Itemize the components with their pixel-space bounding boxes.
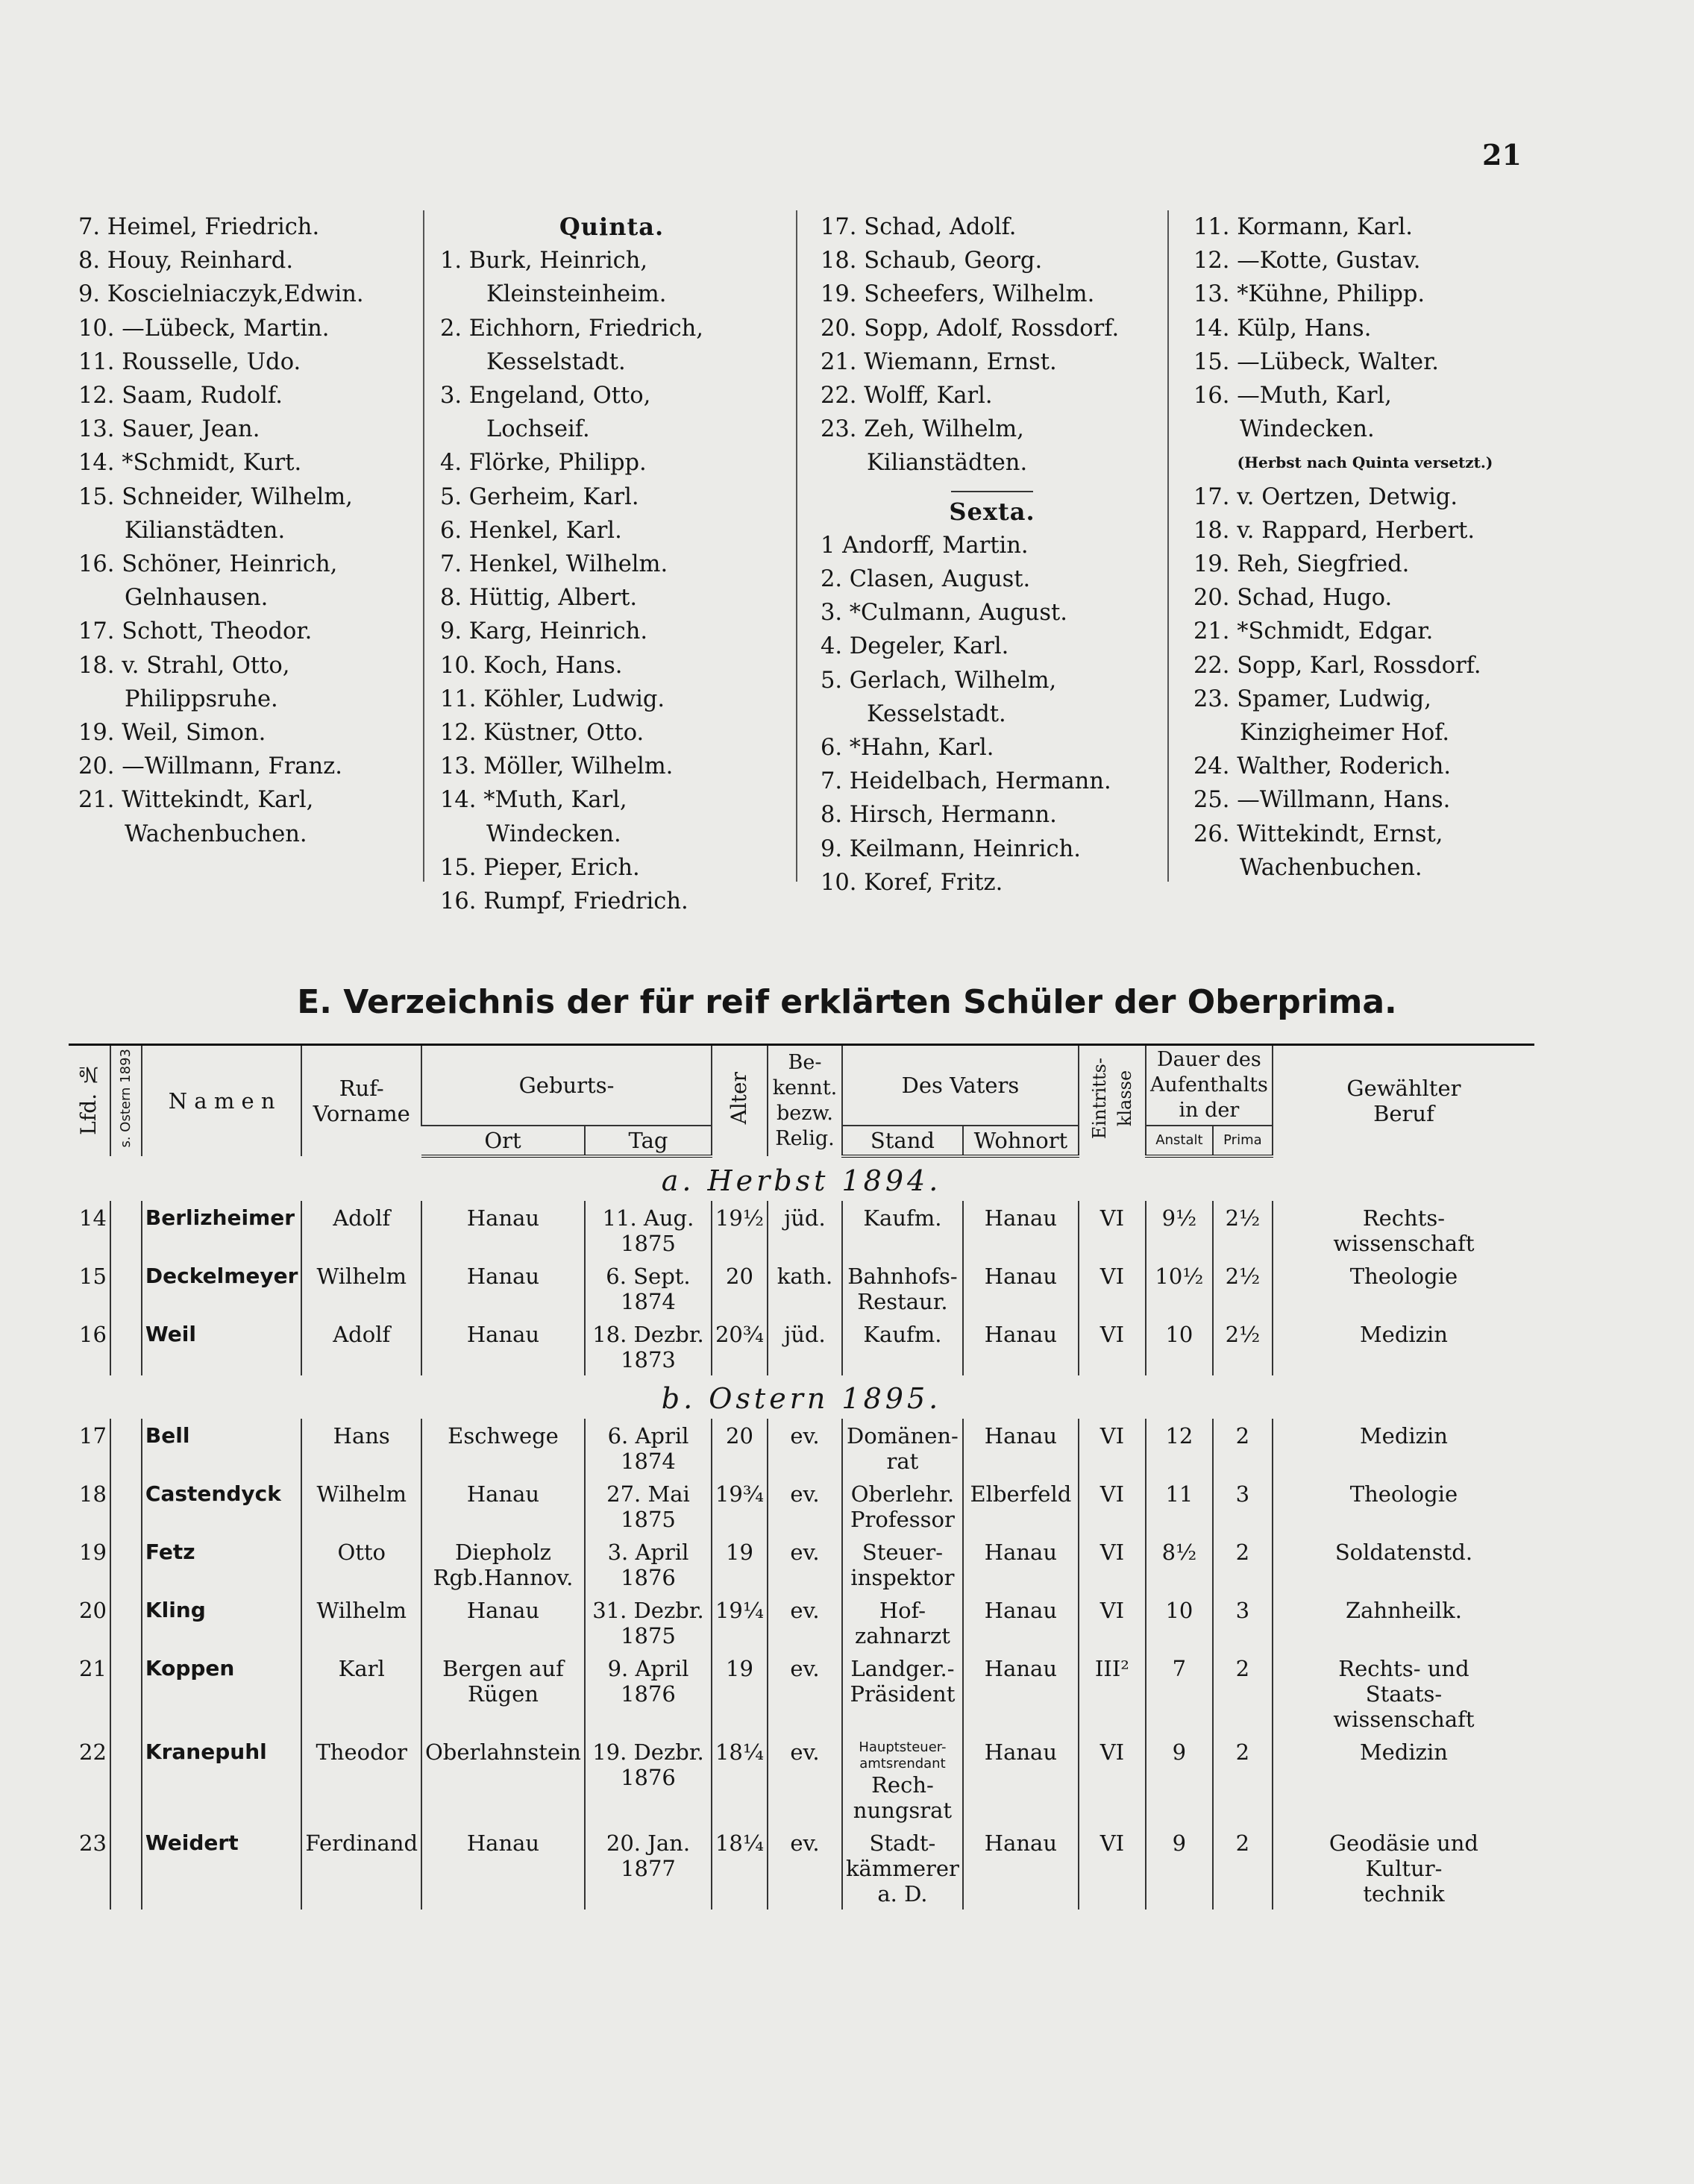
list-note: (Herbst nach Quinta versetzt.)	[1237, 454, 1493, 472]
list-item: 22. Sopp, Karl, Rossdorf.	[1193, 652, 1481, 679]
list-item: 23. Spamer, Ludwig,	[1193, 685, 1431, 712]
list-item: 4. Degeler, Karl.	[821, 633, 1009, 660]
birth-date: 11. Aug. 1875	[585, 1201, 712, 1259]
table-row	[69, 1826, 1534, 1910]
father-occupation	[842, 1593, 963, 1651]
lfd-number: 15	[79, 1264, 107, 1289]
lfd-number: 21	[79, 1656, 107, 1681]
list-item: 13. Sauer, Jean.	[78, 416, 260, 443]
years-in-prima: 2	[1213, 1419, 1273, 1477]
list-item: 14. *Muth, Karl,	[440, 787, 627, 814]
header-alter: Alter	[712, 1045, 768, 1157]
section-e-title: E. Verzeichnis der für reif erklärten Schüler der Oberprima.	[297, 983, 1397, 1021]
age: 20¾	[712, 1317, 768, 1375]
list-item: 19. Scheefers, Wilhelm.	[821, 281, 1095, 308]
header-beruf: Gewählter Beruf	[1273, 1045, 1534, 1157]
religion: ev.	[768, 1477, 842, 1535]
father-residence: Elberfeld	[963, 1477, 1079, 1535]
list-item: 19. Weil, Simon.	[78, 720, 266, 747]
father-occupation	[842, 1477, 963, 1535]
years-in-prima: 3	[1213, 1477, 1273, 1535]
entry-class: VI	[1079, 1593, 1146, 1651]
column-oberprima-continued	[78, 210, 414, 851]
table-row	[69, 1201, 1534, 1259]
birth-place: Hanau	[421, 1826, 585, 1910]
chosen-profession: Soldatenstd.	[1273, 1535, 1534, 1593]
table-row	[69, 1535, 1534, 1593]
student-firstname: Adolf	[301, 1201, 421, 1259]
years-at-school: 10½	[1146, 1259, 1213, 1317]
list-item: 23. Zeh, Wilhelm,	[821, 416, 1024, 443]
age: 20	[712, 1419, 768, 1477]
chosen-profession: Medizin	[1273, 1317, 1534, 1375]
list-item: 1 Andorff, Martin.	[821, 532, 1029, 559]
student-firstname: Wilhelm	[301, 1477, 421, 1535]
table-section-row	[69, 1156, 1534, 1201]
table-row	[69, 1419, 1534, 1477]
ostern-mark	[110, 1593, 142, 1651]
student-firstname: Karl	[301, 1651, 421, 1735]
ostern-mark	[110, 1651, 142, 1735]
header-geburts: Geburts-	[421, 1045, 712, 1126]
age: 19¼	[712, 1593, 768, 1651]
table-row	[69, 1735, 1534, 1826]
entry-class: VI	[1079, 1201, 1146, 1259]
birth-date: 3. April 1876	[585, 1535, 712, 1593]
father-occupation-text: Rech- nungsrat	[853, 1772, 953, 1823]
father-occupation-text: Stadt- kämmerer a. D.	[845, 1830, 959, 1907]
list-item: 6. *Hahn, Karl.	[821, 735, 994, 762]
birth-place: Oberlahnstein	[421, 1735, 585, 1826]
list-item-continuation: Kinzigheimer Hof.	[1240, 720, 1450, 747]
birth-date: 19. Dezbr. 1876	[585, 1735, 712, 1826]
lfd-number: 16	[79, 1322, 107, 1347]
entry-class: VI	[1079, 1735, 1146, 1826]
father-occupation	[842, 1201, 963, 1259]
table-row	[69, 1651, 1534, 1735]
entry-class: VI	[1079, 1259, 1146, 1317]
header-dauer: Dauer des Aufenthalts in der	[1146, 1045, 1273, 1126]
years-in-prima: 2	[1213, 1535, 1273, 1593]
father-residence: Hanau	[963, 1735, 1079, 1826]
student-surname: Weil	[142, 1317, 302, 1375]
list-item: 7. Henkel, Wilhelm.	[440, 551, 668, 578]
birth-date: 31. Dezbr. 1875	[585, 1593, 712, 1651]
header-wohnort: Wohnort	[963, 1126, 1079, 1156]
list-item: 21. Wittekindt, Karl,	[78, 787, 314, 814]
entry-class: VI	[1079, 1477, 1146, 1535]
list-item: 25. —Willmann, Hans.	[1193, 787, 1451, 814]
father-residence: Hanau	[963, 1826, 1079, 1910]
list-item-continuation: Kilianstädten.	[867, 450, 1028, 477]
years-in-prima: 2½	[1213, 1317, 1273, 1375]
birth-place: Hanau	[421, 1477, 585, 1535]
section-label: a. Herbst 1894.	[661, 1164, 942, 1197]
list-item: 20. Schad, Hugo.	[1193, 585, 1393, 612]
student-surname: Weidert	[142, 1826, 302, 1910]
religion: ev.	[768, 1651, 842, 1735]
graduates-table-body	[69, 1156, 1534, 1910]
entry-class: III²	[1079, 1651, 1146, 1735]
student-surname: Berlizheimer	[142, 1201, 302, 1259]
list-item-continuation: Philippsruhe.	[125, 685, 278, 712]
father-occupation-text: Oberlehr. Professor	[850, 1481, 955, 1532]
header-des-vaters: Des Vaters	[842, 1045, 1079, 1126]
list-item: 14. Külp, Hans.	[1193, 315, 1372, 342]
entry-class: VI	[1079, 1419, 1146, 1477]
lfd-number: 20	[79, 1598, 107, 1623]
years-at-school: 12	[1146, 1419, 1213, 1477]
header-namen: N a m e n	[142, 1045, 302, 1157]
header-anstalt: Anstalt	[1146, 1126, 1213, 1156]
father-occupation-text: Kaufm.	[863, 1205, 942, 1231]
quinta-list-continued	[821, 210, 1164, 480]
list-item: 7. Heidelbach, Hermann.	[821, 768, 1111, 795]
years-at-school: 9½	[1146, 1201, 1213, 1259]
column-quinta	[440, 210, 783, 918]
list-item-continuation: Windecken.	[1240, 416, 1375, 443]
ostern-mark	[110, 1826, 142, 1910]
father-occupation-text: Steuer- inspektor	[850, 1540, 955, 1590]
father-occupation	[842, 1419, 963, 1477]
list-item: 13. Möller, Wilhelm.	[440, 753, 674, 780]
birth-date: 6. Sept. 1874	[585, 1259, 712, 1317]
list-item: 1. Burk, Heinrich,	[440, 248, 648, 274]
father-occupation	[842, 1651, 963, 1735]
list-item: 9. Koscielniaczyk,Edwin.	[78, 281, 364, 308]
student-firstname: Hans	[301, 1419, 421, 1477]
table-section-row	[69, 1375, 1534, 1419]
birth-place: Hanau	[421, 1593, 585, 1651]
father-occupation-text: Domänen- rat	[847, 1423, 959, 1474]
header-ruf-vorname: Ruf- Vorname	[301, 1045, 421, 1157]
list-item: 8. Hüttig, Albert.	[440, 585, 638, 612]
header-ort: Ort	[421, 1126, 585, 1156]
father-occupation-text: Bahnhofs- Restaur.	[847, 1264, 958, 1314]
list-item: 19. Reh, Siegfried.	[1193, 551, 1410, 578]
student-surname: Castendyck	[142, 1477, 302, 1535]
list-item-continuation: Kilianstädten.	[125, 517, 286, 544]
father-residence: Hanau	[963, 1593, 1079, 1651]
father-residence: Hanau	[963, 1651, 1079, 1735]
birth-date: 6. April 1874	[585, 1419, 712, 1477]
ostern-mark	[110, 1477, 142, 1535]
age: 19¾	[712, 1477, 768, 1535]
birth-place: Eschwege	[421, 1419, 585, 1477]
list-item: 5. Gerlach, Wilhelm,	[821, 667, 1057, 694]
chosen-profession: Medizin	[1273, 1735, 1534, 1826]
list-item: 14. *Schmidt, Kurt.	[78, 450, 302, 477]
list-item-continuation: Wachenbuchen.	[125, 820, 307, 847]
list-item: 10. —Lübeck, Martin.	[78, 315, 330, 342]
father-residence: Hanau	[963, 1535, 1079, 1593]
list-item: 16. Schöner, Heinrich,	[78, 551, 338, 578]
age: 19½	[712, 1201, 768, 1259]
age: 19	[712, 1535, 768, 1593]
page-number: 21	[1482, 138, 1522, 172]
father-occupation	[842, 1317, 963, 1375]
years-in-prima: 2½	[1213, 1201, 1273, 1259]
table-row	[69, 1317, 1534, 1375]
student-surname: Deckelmeyer	[142, 1259, 302, 1317]
header-ostern: s. Ostern 1893	[110, 1045, 142, 1157]
list-item: 5. Gerheim, Karl.	[440, 483, 639, 510]
age: 19	[712, 1651, 768, 1735]
birth-place: Hanau	[421, 1317, 585, 1375]
birth-place: Diepholz Rgb.Hannov.	[421, 1535, 585, 1593]
father-occupation-text: Kaufm.	[863, 1322, 942, 1347]
list-item-continuation: Kesselstadt.	[867, 700, 1006, 727]
list-item: 9. Keilmann, Heinrich.	[821, 835, 1081, 862]
birth-place: Hanau	[421, 1201, 585, 1259]
religion: ev.	[768, 1826, 842, 1910]
years-at-school: 10	[1146, 1317, 1213, 1375]
list-item: 17. v. Oertzen, Detwig.	[1193, 483, 1458, 510]
lfd-number: 18	[79, 1481, 107, 1507]
age: 18¼	[712, 1826, 768, 1910]
list-item: 21. *Schmidt, Edgar.	[1193, 618, 1434, 645]
column-quinta-sexta	[821, 210, 1164, 900]
father-residence: Hanau	[963, 1419, 1079, 1477]
age: 20	[712, 1259, 768, 1317]
student-firstname: Theodor	[301, 1735, 421, 1826]
entry-class: VI	[1079, 1317, 1146, 1375]
father-occupation	[842, 1259, 963, 1317]
list-item: 16. Rumpf, Friedrich.	[440, 888, 688, 915]
list-item: 21. Wiemann, Ernst.	[821, 348, 1057, 375]
list-item: 18. v. Rappard, Herbert.	[1193, 517, 1475, 544]
list-item-continuation: Kleinsteinheim.	[486, 281, 667, 308]
header-eintrittsklasse: Eintritts- klasse	[1079, 1045, 1146, 1157]
student-firstname: Ferdinand	[301, 1826, 421, 1910]
father-residence: Hanau	[963, 1259, 1079, 1317]
list-item: 15. Schneider, Wilhelm,	[78, 483, 353, 510]
table-row	[69, 1477, 1534, 1535]
list-item: 12. Saam, Rudolf.	[78, 383, 283, 410]
father-occupation-text: Hof- zahnarzt	[854, 1598, 950, 1648]
column-sexta-continued	[1193, 210, 1537, 885]
list-item: 2. Clasen, August.	[821, 566, 1031, 593]
list-item-continuation: Lochseif.	[486, 416, 590, 443]
list-item: 20. Sopp, Adolf, Rossdorf.	[821, 315, 1120, 342]
father-occupation-title: Hauptsteuer- amtsrendant	[859, 1739, 947, 1772]
ostern-mark	[110, 1259, 142, 1317]
list-item: 11. Köhler, Ludwig.	[440, 685, 665, 712]
years-in-prima: 2	[1213, 1735, 1273, 1826]
list-item: 15. —Lübeck, Walter.	[1193, 348, 1439, 375]
list-item-continuation: Gelnhausen.	[125, 585, 269, 612]
list-item: 2. Eichhorn, Friedrich,	[440, 315, 703, 342]
list-item: 12. Küstner, Otto.	[440, 720, 644, 747]
class-heading-quinta: Quinta.	[559, 213, 665, 241]
ostern-mark	[110, 1535, 142, 1593]
list-item: 18. v. Strahl, Otto,	[78, 652, 290, 679]
quinta-list	[440, 244, 783, 918]
list-item: 3. Engeland, Otto,	[440, 383, 651, 410]
lfd-number: 14	[79, 1205, 107, 1231]
list-item: 16. —Muth, Karl,	[1193, 383, 1392, 410]
ostern-mark	[110, 1317, 142, 1375]
list-item: 7. Heimel, Friedrich.	[78, 214, 320, 240]
student-surname: Bell	[142, 1419, 302, 1477]
ostern-mark	[110, 1201, 142, 1259]
list-item: 24. Walther, Roderich.	[1193, 753, 1452, 780]
birth-date: 20. Jan. 1877	[585, 1826, 712, 1910]
table-row	[69, 1259, 1534, 1317]
ostern-mark	[110, 1735, 142, 1826]
religion: ev.	[768, 1735, 842, 1826]
years-at-school: 11	[1146, 1477, 1213, 1535]
list-item: 9. Karg, Heinrich.	[440, 618, 648, 645]
student-firstname: Wilhelm	[301, 1593, 421, 1651]
list-item: 11. Kormann, Karl.	[1193, 214, 1413, 240]
list-item: 8. Hirsch, Hermann.	[821, 802, 1057, 829]
class-heading-sexta: Sexta.	[949, 497, 1035, 526]
religion: jüd.	[768, 1317, 842, 1375]
years-at-school: 9	[1146, 1735, 1213, 1826]
list-item: 22. Wolff, Karl.	[821, 383, 993, 410]
religion: jüd.	[768, 1201, 842, 1259]
column-divider	[796, 210, 797, 882]
father-residence: Hanau	[963, 1317, 1079, 1375]
ostern-mark	[110, 1419, 142, 1477]
father-occupation-text: Landger.- Präsident	[850, 1656, 956, 1707]
student-firstname: Adolf	[301, 1317, 421, 1375]
list-item: 8. Houy, Reinhard.	[78, 248, 294, 274]
years-at-school: 10	[1146, 1593, 1213, 1651]
graduates-table	[69, 1044, 1534, 1910]
lfd-number: 22	[79, 1739, 107, 1765]
list-item: 17. Schott, Theodor.	[78, 618, 313, 645]
chosen-profession: Medizin	[1273, 1419, 1534, 1477]
religion: ev.	[768, 1419, 842, 1477]
table-row	[69, 1593, 1534, 1651]
student-surname: Kranepuhl	[142, 1735, 302, 1826]
years-in-prima: 2	[1213, 1826, 1273, 1910]
years-at-school: 7	[1146, 1651, 1213, 1735]
list-item: 3. *Culmann, August.	[821, 600, 1068, 627]
list-item: 17. Schad, Adolf.	[821, 214, 1017, 240]
lfd-number: 19	[79, 1540, 107, 1565]
birth-date: 27. Mai 1875	[585, 1477, 712, 1535]
list-item: 20. —Willmann, Franz.	[78, 753, 342, 780]
header-lfd: Lfd. №	[69, 1045, 110, 1157]
birth-place: Bergen auf Rügen	[421, 1651, 585, 1735]
header-stand: Stand	[842, 1126, 963, 1156]
years-at-school: 8½	[1146, 1535, 1213, 1593]
header-prima: Prima	[1213, 1126, 1273, 1156]
religion: ev.	[768, 1535, 842, 1593]
age: 18¼	[712, 1735, 768, 1826]
list-item: 15. Pieper, Erich.	[440, 854, 640, 881]
student-surname: Fetz	[142, 1535, 302, 1593]
student-firstname: Otto	[301, 1535, 421, 1593]
birth-date: 9. April 1876	[585, 1651, 712, 1735]
column-divider	[423, 210, 424, 882]
header-bekenntnis: Be- kennt. bezw. Relig.	[768, 1045, 842, 1157]
student-surname: Koppen	[142, 1651, 302, 1735]
section-label: b. Ostern 1895.	[661, 1382, 942, 1415]
religion: kath.	[768, 1259, 842, 1317]
list-item: 4. Flörke, Philipp.	[440, 450, 647, 477]
list-item-continuation: Wachenbuchen.	[1240, 854, 1422, 881]
list-item: 13. *Kühne, Philipp.	[1193, 281, 1425, 308]
sexta-list	[821, 529, 1164, 900]
father-occupation	[842, 1535, 963, 1593]
section-separator	[951, 491, 1033, 492]
list-item-continuation: Windecken.	[486, 820, 621, 847]
list-item: 10. Koref, Fritz.	[821, 869, 1003, 896]
lfd-number: 17	[79, 1423, 107, 1449]
lfd-number: 23	[79, 1830, 107, 1856]
chosen-profession: Rechts- und Staats- wissenschaft	[1273, 1651, 1534, 1735]
list-item: 12. —Kotte, Gustav.	[1193, 248, 1421, 274]
header-tag: Tag	[585, 1126, 712, 1156]
chosen-profession: Geodäsie und Kultur- technik	[1273, 1826, 1534, 1910]
list-item: 11. Rousselle, Udo.	[78, 348, 301, 375]
birth-place: Hanau	[421, 1259, 585, 1317]
chosen-profession: Zahnheilk.	[1273, 1593, 1534, 1651]
list-item: 6. Henkel, Karl.	[440, 517, 622, 544]
list-item: 26. Wittekindt, Ernst,	[1193, 820, 1443, 847]
entry-class: VI	[1079, 1535, 1146, 1593]
list-item: 10. Koch, Hans.	[440, 652, 623, 679]
father-occupation	[842, 1735, 963, 1826]
student-firstname: Wilhelm	[301, 1259, 421, 1317]
religion: ev.	[768, 1593, 842, 1651]
chosen-profession: Theologie	[1273, 1259, 1534, 1317]
birth-date: 18. Dezbr. 1873	[585, 1317, 712, 1375]
chosen-profession: Theologie	[1273, 1477, 1534, 1535]
father-occupation	[842, 1826, 963, 1910]
entry-class: VI	[1079, 1826, 1146, 1910]
list-item-continuation: Kesselstadt.	[486, 348, 626, 375]
chosen-profession: Rechts- wissenschaft	[1273, 1201, 1534, 1259]
years-in-prima: 3	[1213, 1593, 1273, 1651]
years-in-prima: 2	[1213, 1651, 1273, 1735]
father-residence: Hanau	[963, 1201, 1079, 1259]
student-surname: Kling	[142, 1593, 302, 1651]
years-at-school: 9	[1146, 1826, 1213, 1910]
list-item: 18. Schaub, Georg.	[821, 248, 1043, 274]
column-divider	[1167, 210, 1169, 882]
years-in-prima: 2½	[1213, 1259, 1273, 1317]
